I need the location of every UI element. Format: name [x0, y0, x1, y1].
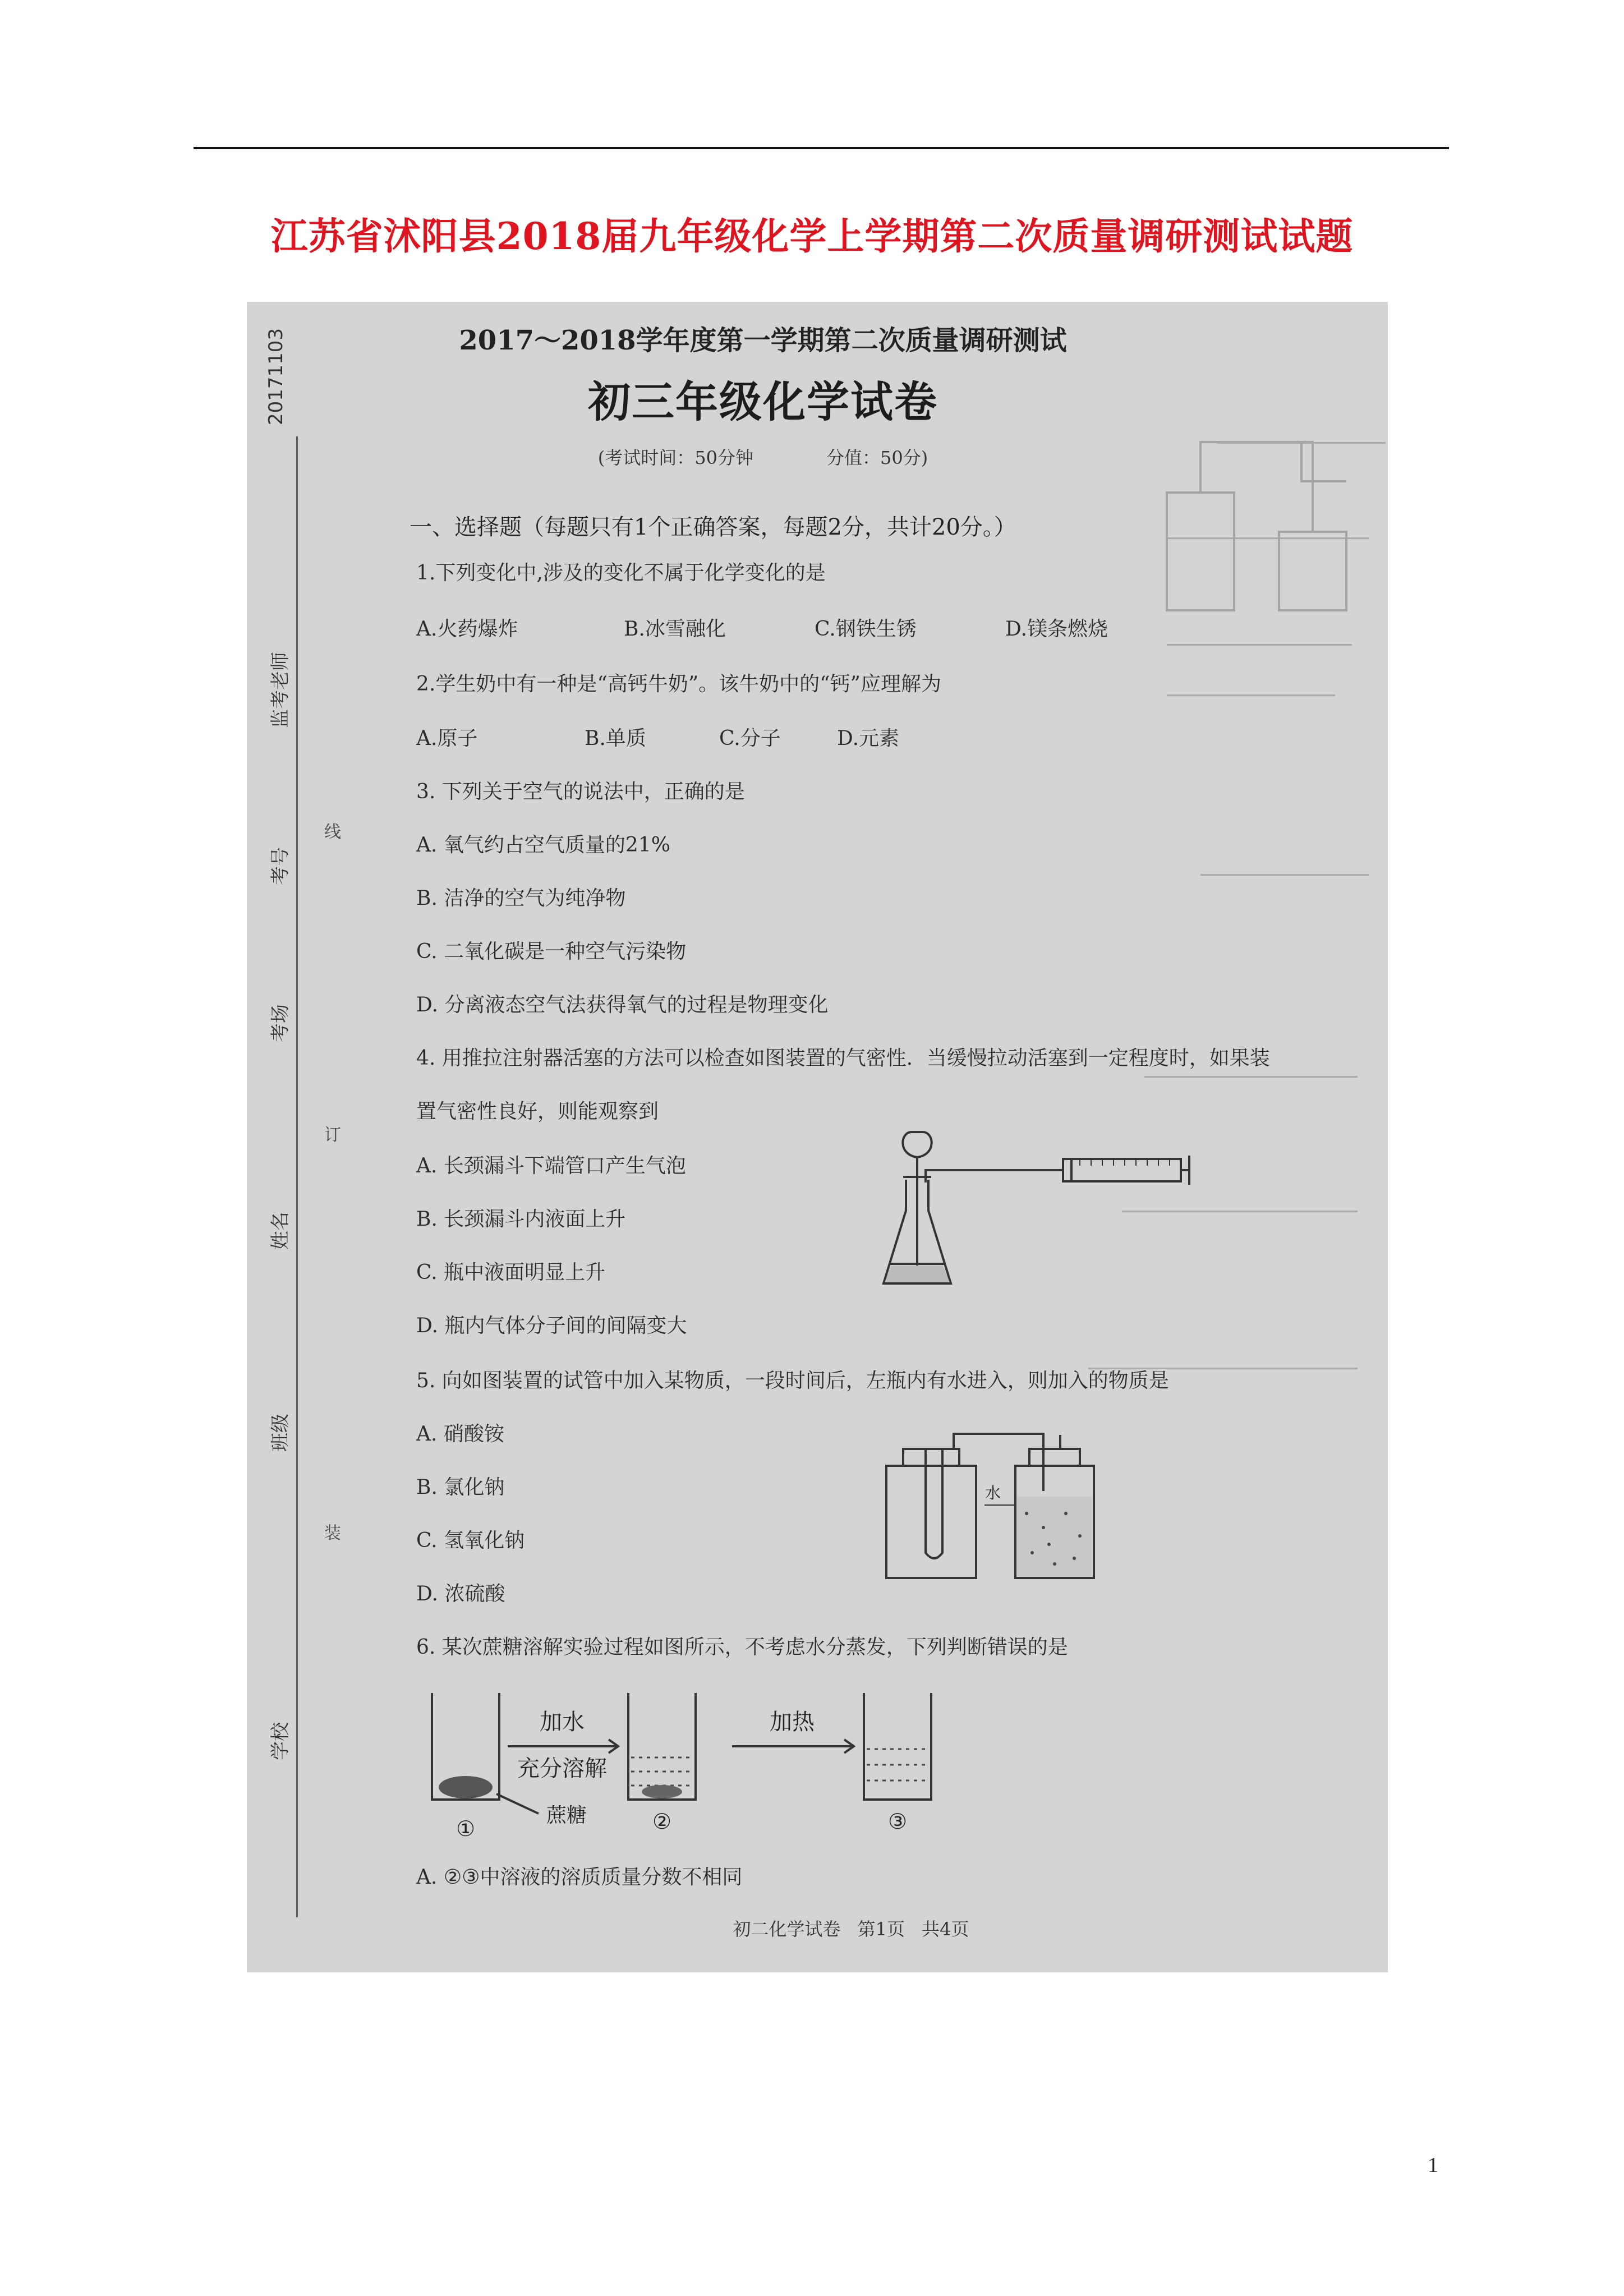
- document-title: 江苏省沭阳县2018届九年级化学上学期第二次质量调研测试试题: [270, 214, 1354, 258]
- option: C.分子: [719, 727, 781, 750]
- binding-mark-staple: 订: [324, 1125, 341, 1145]
- figure-label-3: ③: [887, 1809, 908, 1834]
- airtightness-apparatus-figure: [878, 1115, 1192, 1306]
- scanned-exam-page: [247, 302, 1388, 1972]
- binding-field-exam-room: 考场: [269, 1004, 292, 1042]
- binding-field-class: 班级: [269, 1414, 292, 1452]
- page-number: 1: [1428, 2154, 1438, 2177]
- header-rule: [194, 147, 1449, 149]
- question-4-option-b: B. 长颈漏斗内液面上升: [416, 1208, 626, 1231]
- question-3-stem: 3. 下列关于空气的说法中，正确的是: [416, 780, 745, 803]
- binding-code: 20171103: [265, 328, 287, 425]
- sugar-dissolving-figure: [426, 1682, 1212, 1850]
- scan-footer: [247, 1915, 1388, 1941]
- question-4-option-a: A. 长颈漏斗下端管口产生气泡: [416, 1154, 686, 1177]
- question-5-option-d: D. 浓硫酸: [416, 1582, 505, 1605]
- question-5-option-b: B. 氯化钠: [416, 1476, 505, 1499]
- question-6-option-a: A. ②③中溶液的溶质质量分数不相同: [416, 1866, 743, 1889]
- option: D.元素: [837, 727, 900, 750]
- ghost-line: [1167, 694, 1335, 696]
- question-1-stem: 1.下列变化中,涉及的变化不属于化学变化的是: [416, 562, 826, 585]
- option: B.单质: [585, 727, 646, 750]
- exam-score: 分值：50分): [826, 447, 928, 468]
- ghost-line: [1144, 1076, 1358, 1078]
- question-3-option-b: B. 洁净的空气为纯净物: [416, 887, 626, 910]
- option: A.原子: [416, 727, 478, 750]
- exam-time: (考试时间：50分钟: [597, 447, 753, 468]
- two-bottle-apparatus-figure: [881, 1424, 1105, 1586]
- question-6-stem: 6. 某次蔗糖溶解实验过程如图所示，不考虑水分蒸发，下列判断错误的是: [416, 1636, 1068, 1659]
- binding-field-school: 学校: [269, 1722, 292, 1760]
- exam-name: 初三年级化学试卷: [588, 377, 938, 427]
- binding-field-name: 姓名: [269, 1212, 292, 1250]
- figure-step-dissolve: 充分溶解: [517, 1756, 607, 1782]
- binding-field-proctor: 监考老师: [269, 652, 292, 728]
- question-5-option-a: A. 硝酸铵: [416, 1423, 504, 1446]
- figure-step-heat: 加热: [770, 1709, 815, 1735]
- binding-field-exam-number: 考号: [269, 847, 292, 885]
- question-3-option-a: A. 氧气约占空气质量的21%: [416, 834, 670, 857]
- binding-mark-bind: 装: [324, 1524, 341, 1543]
- question-1-options: [416, 613, 1108, 642]
- footer-total: 共4页: [922, 1918, 969, 1940]
- question-5-option-c: C. 氢氧化钠: [416, 1529, 525, 1552]
- question-2-options: [416, 723, 899, 751]
- question-3-option-c: C. 二氧化碳是一种空气污染物: [416, 940, 687, 963]
- exam-year-line: 2017～2018学年度第一学期第二次质量调研测试: [459, 325, 1067, 356]
- figure-step-add-water: 加水: [540, 1709, 585, 1735]
- option: C.钢铁生锈: [815, 618, 917, 641]
- figure-label-sucrose: 蔗糖: [546, 1804, 587, 1827]
- ghost-line: [1200, 874, 1369, 876]
- binding-mark-line: 线: [324, 822, 341, 842]
- question-4-option-c: C. 瓶中液面明显上升: [416, 1261, 606, 1284]
- figure-label-2: ②: [652, 1809, 672, 1834]
- question-4-stem: 4. 用推拉注射器活塞的方法可以检查如图装置的气密性．当缓慢拉动活塞到一定程度时，如果装: [416, 1047, 1270, 1070]
- question-4-option-d: D. 瓶内气体分子间的间隔变大: [416, 1314, 687, 1337]
- figure-label-water: 水: [984, 1484, 1001, 1502]
- option: B.冰雪融化: [624, 618, 726, 641]
- footer-exam-name: 初二化学试卷: [733, 1918, 841, 1940]
- question-4-stem-continued: 置气密性良好，则能观察到: [416, 1100, 659, 1123]
- question-5-stem: 5. 向如图装置的试管中加入某物质，一段时间后，左瓶内有水进入，则加入的物质是: [416, 1369, 1169, 1392]
- footer-page: 第1页: [857, 1918, 905, 1940]
- question-2-stem: 2.学生奶中有一种是“高钙牛奶”。该牛奶中的“钙”应理解为: [416, 673, 941, 696]
- exam-meta: [247, 444, 1200, 470]
- figure-label-1: ①: [456, 1816, 476, 1841]
- binding-line: [296, 436, 298, 1917]
- option: A.火药爆炸: [416, 618, 518, 641]
- question-3-option-d: D. 分离液态空气法获得氧气的过程是物理变化: [416, 993, 829, 1016]
- section-heading: 一、选择题（每题只有1个正确答案，每题2分，共计20分。）: [410, 514, 1016, 540]
- option: D.镁条燃烧: [1005, 618, 1108, 641]
